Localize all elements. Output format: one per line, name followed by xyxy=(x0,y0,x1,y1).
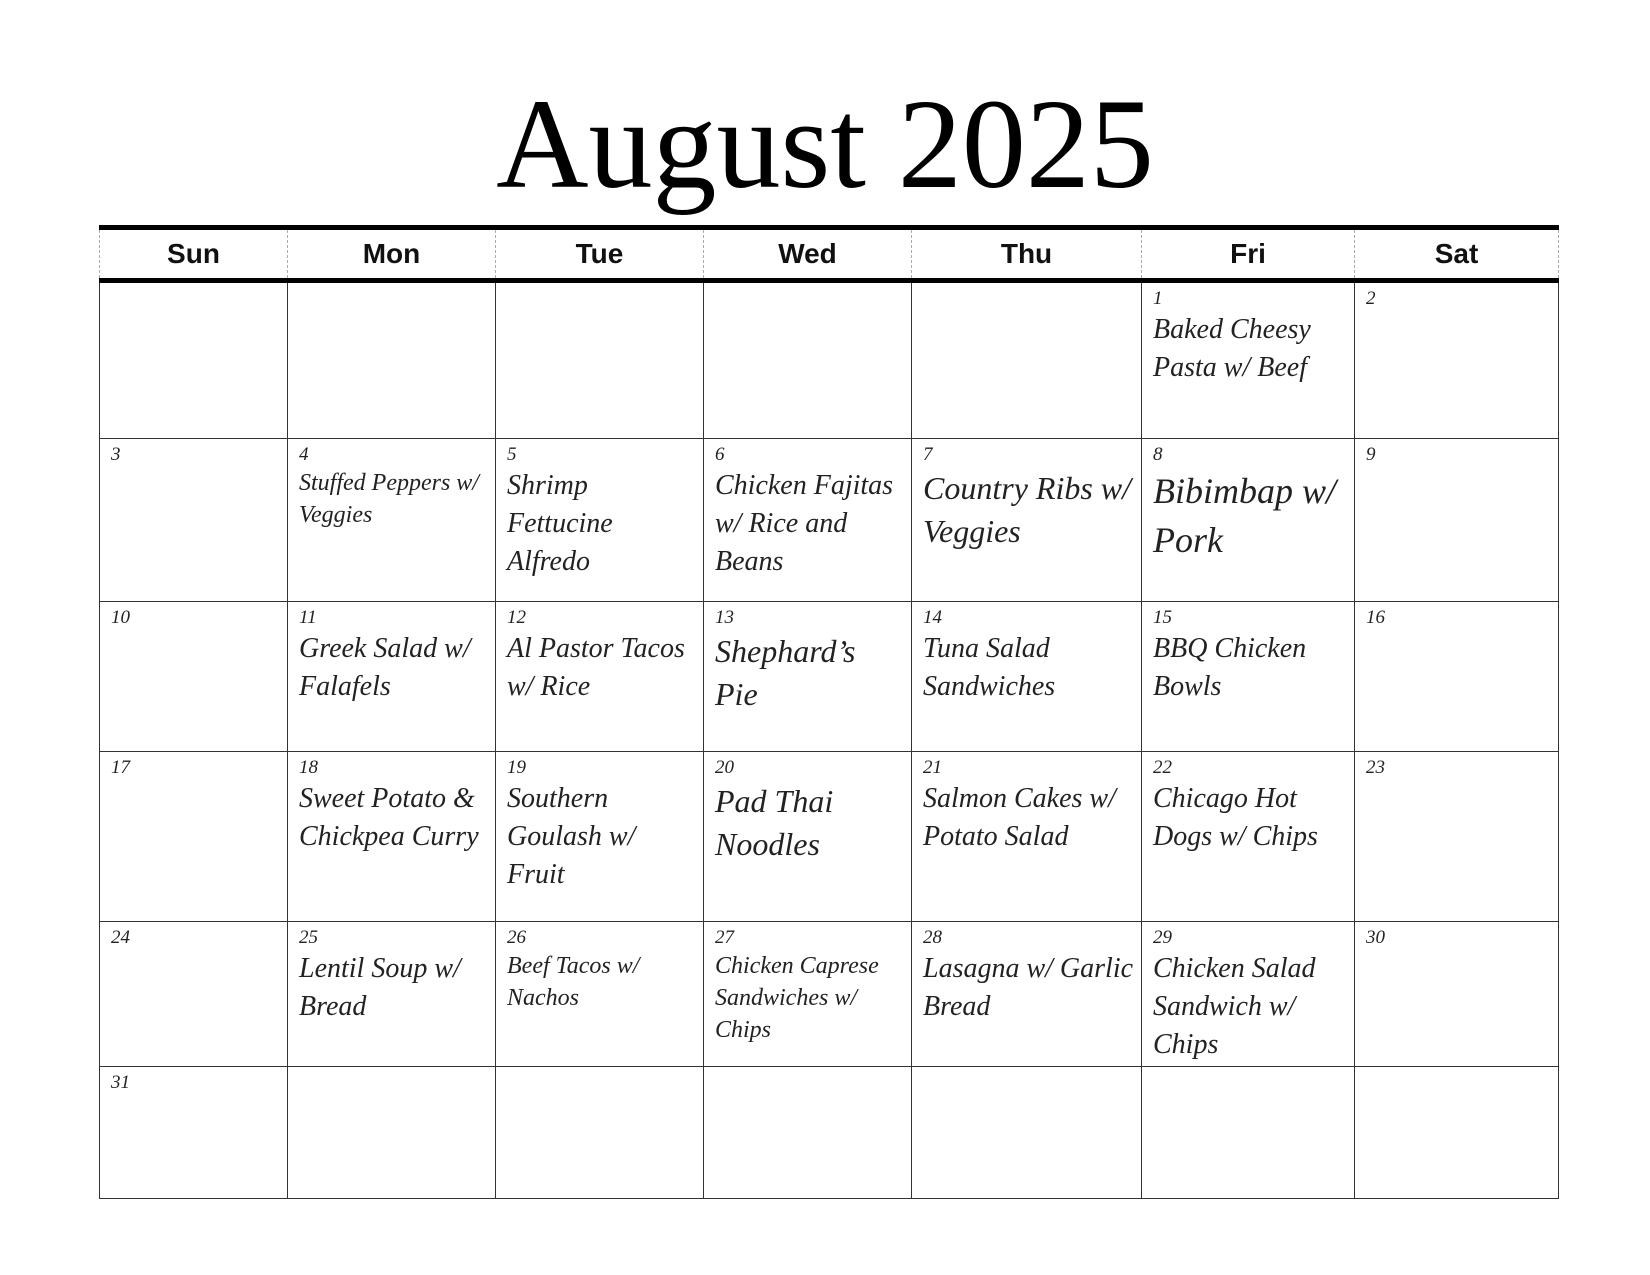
day-cell xyxy=(100,1067,288,1199)
day-number: 24 xyxy=(111,927,130,948)
day-cell xyxy=(496,752,704,922)
meal-text: Sweet Potato & Chickpea Curry xyxy=(299,783,479,852)
day-cell xyxy=(704,752,912,922)
day-cell xyxy=(100,281,288,439)
day-cell xyxy=(288,922,496,1067)
weekday-sun: Sun xyxy=(100,228,288,281)
weekday-mon: Mon xyxy=(288,228,496,281)
day-number: 6 xyxy=(715,444,725,465)
weekday-header-row xyxy=(100,228,1559,281)
day-number: 5 xyxy=(507,444,517,465)
day-cell xyxy=(100,439,288,602)
day-cell xyxy=(100,602,288,752)
day-number: 1 xyxy=(1153,288,1163,309)
day-cell xyxy=(704,602,912,752)
day-number: 10 xyxy=(111,607,130,628)
day-cell xyxy=(1142,1067,1355,1199)
day-number: 12 xyxy=(507,607,526,628)
weekday-wed: Wed xyxy=(704,228,912,281)
meal-text: Bibimbap w/ Pork xyxy=(1153,471,1337,560)
meal-text: Chicken Caprese Sandwiches w/ Chips xyxy=(715,953,879,1043)
meal-text: Lasagna w/ Garlic Bread xyxy=(923,953,1134,1022)
day-cell xyxy=(912,922,1142,1067)
day-number: 11 xyxy=(299,607,317,628)
day-cell xyxy=(704,1067,912,1199)
day-cell xyxy=(704,922,912,1067)
day-number: 22 xyxy=(1153,757,1172,778)
weekday-sat: Sat xyxy=(1355,228,1559,281)
weekday-thu: Thu xyxy=(912,228,1142,281)
weekday-fri: Fri xyxy=(1142,228,1355,281)
day-cell xyxy=(1355,439,1559,602)
meal-text: Country Ribs w/ Veggies xyxy=(923,470,1132,549)
day-number: 4 xyxy=(299,444,309,465)
day-cell xyxy=(1142,922,1355,1067)
week-row xyxy=(100,439,1559,602)
day-cell xyxy=(496,922,704,1067)
day-cell xyxy=(704,281,912,439)
day-number: 29 xyxy=(1153,927,1172,948)
meal-text: Southern Goulash w/ Fruit xyxy=(507,783,636,890)
week-row xyxy=(100,752,1559,922)
day-cell xyxy=(496,1067,704,1199)
day-cell xyxy=(496,439,704,602)
day-number: 25 xyxy=(299,927,318,948)
week-row xyxy=(100,281,1559,439)
meal-text: Greek Salad w/ Falafels xyxy=(299,633,471,702)
day-cell xyxy=(1355,602,1559,752)
meal-text: Baked Cheesy Pasta w/ Beef xyxy=(1153,314,1311,383)
meal-text: Salmon Cakes w/ Potato Salad xyxy=(923,783,1116,852)
meal-text: Shephard’s Pie xyxy=(715,633,856,712)
day-number: 7 xyxy=(923,444,933,465)
day-cell xyxy=(1355,281,1559,439)
day-number: 14 xyxy=(923,607,942,628)
day-number: 20 xyxy=(715,757,734,778)
day-number: 30 xyxy=(1366,927,1385,948)
day-number: 28 xyxy=(923,927,942,948)
day-cell xyxy=(496,281,704,439)
day-number: 21 xyxy=(923,757,942,778)
day-cell xyxy=(1142,602,1355,752)
day-cell xyxy=(1142,439,1355,602)
meal-text: Beef Tacos w/ Nachos xyxy=(507,953,640,1011)
day-number: 17 xyxy=(111,757,130,778)
day-cell xyxy=(912,439,1142,602)
day-cell xyxy=(912,752,1142,922)
meal-text: Pad Thai Noodles xyxy=(715,783,834,862)
meal-text: BBQ Chicken Bowls xyxy=(1153,633,1307,702)
day-cell xyxy=(1142,281,1355,439)
day-number: 3 xyxy=(111,444,121,465)
day-cell xyxy=(288,281,496,439)
day-cell xyxy=(704,439,912,602)
meal-text: Shrimp Fettucine Alfredo xyxy=(507,470,613,577)
meal-text: Al Pastor Tacos w/ Rice xyxy=(507,633,685,702)
day-number: 31 xyxy=(111,1072,130,1093)
day-cell xyxy=(912,1067,1142,1199)
day-number: 26 xyxy=(507,927,526,948)
day-number: 27 xyxy=(715,927,734,948)
day-number: 13 xyxy=(715,607,734,628)
meal-text: Chicken Fajitas w/ Rice and Beans xyxy=(715,470,894,577)
day-cell xyxy=(912,602,1142,752)
day-number: 18 xyxy=(299,757,318,778)
day-cell xyxy=(100,922,288,1067)
day-cell xyxy=(288,439,496,602)
meal-text: Tuna Salad Sandwiches xyxy=(923,633,1056,702)
day-number: 15 xyxy=(1153,607,1172,628)
day-cell xyxy=(912,281,1142,439)
day-number: 9 xyxy=(1366,444,1376,465)
calendar-title: August 2025 xyxy=(496,73,1154,215)
weekday-tue: Tue xyxy=(496,228,704,281)
day-cell xyxy=(1355,922,1559,1067)
day-cell xyxy=(1355,752,1559,922)
day-number: 8 xyxy=(1153,444,1163,465)
day-number: 2 xyxy=(1366,288,1376,309)
meal-text: Chicken Salad Sandwich w/ Chips xyxy=(1153,953,1316,1060)
day-cell xyxy=(100,752,288,922)
day-cell xyxy=(1142,752,1355,922)
day-cell xyxy=(288,1067,496,1199)
day-cell xyxy=(496,602,704,752)
day-cell xyxy=(1355,1067,1559,1199)
week-row xyxy=(100,602,1559,752)
week-row xyxy=(100,922,1559,1067)
week-row xyxy=(100,1067,1559,1199)
calendar-grid xyxy=(99,225,1559,1199)
meal-text: Chicago Hot Dogs w/ Chips xyxy=(1153,783,1318,852)
day-cell xyxy=(288,602,496,752)
day-number: 19 xyxy=(507,757,526,778)
day-number: 23 xyxy=(1366,757,1385,778)
day-cell xyxy=(288,752,496,922)
meal-text: Lentil Soup w/ Bread xyxy=(299,953,461,1022)
meal-text: Stuffed Peppers w/ Veggies xyxy=(299,470,479,528)
day-number: 16 xyxy=(1366,607,1385,628)
